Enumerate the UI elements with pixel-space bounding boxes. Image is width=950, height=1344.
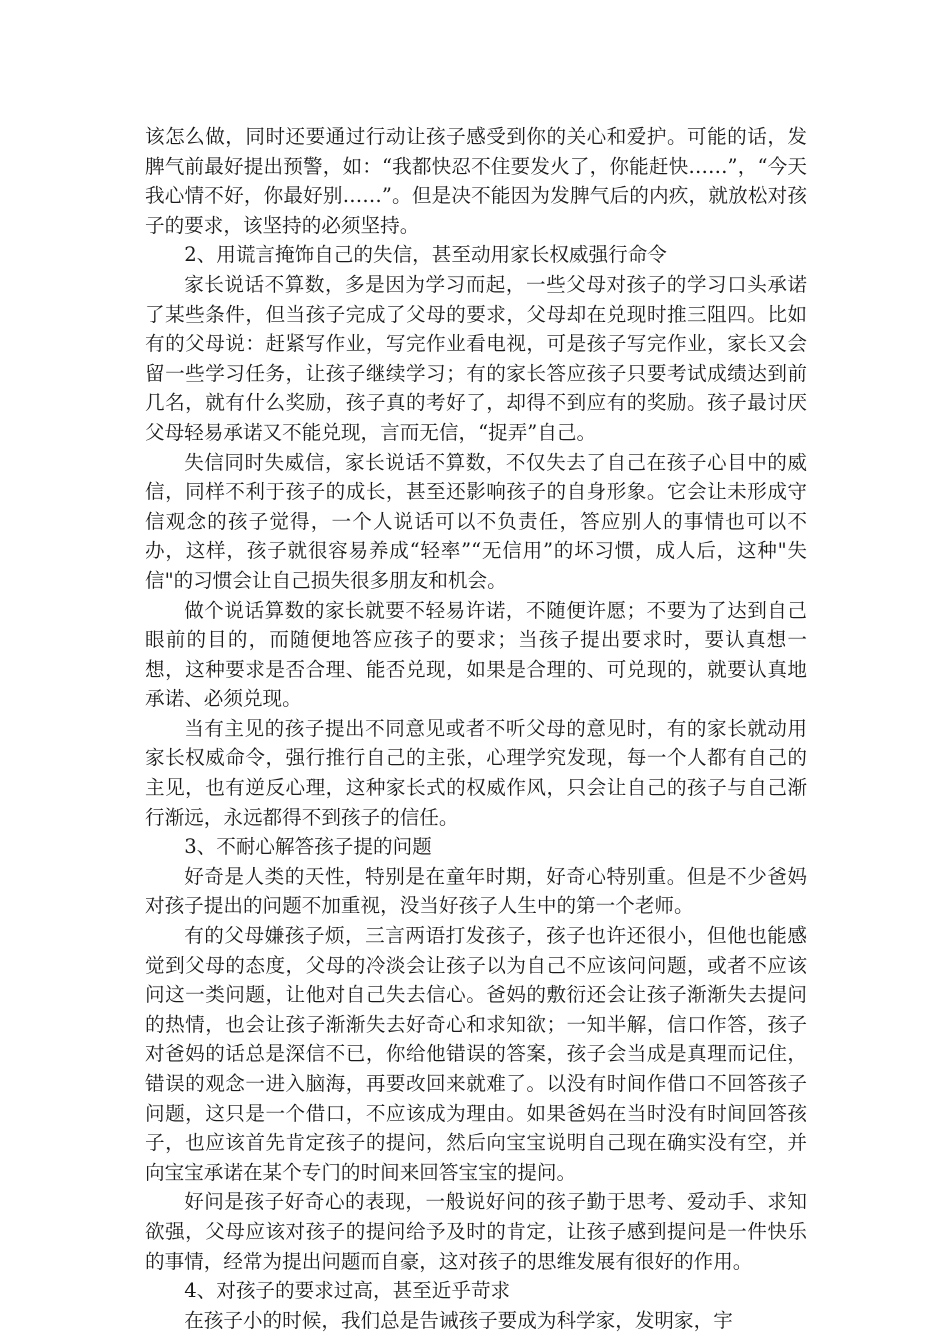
paragraph: 有的父母嫌孩子烦，三言两语打发孩子，孩子也许还很小，但他也能感觉到父母的态度，父母的冷淡会让孩子以为自己不应该问问题，或者不应该问这一类问题，让他对自己失去信心。爸妈的敷衍还会让孩子渐渐失去提问的热情，也会让孩子渐渐失去好奇心和求知欲；一知半解，信口作答，孩子对爸妈的话总是深信不已，你给他错误的答案，孩子会当成是真理而记住，错误的观念一进入脑海，再要改回来就难了。以没有时间作借口不回答孩子问题，这只是一个借口，不应该成为理由。如果爸妈在当时没有时间回答孩子，也应该首先肯定孩子的提问，然后向宝宝说明自己现在确实没有空，并向宝宝承诺在某个专门的时间来回答宝宝的提问。 [145, 924, 807, 1184]
paragraph: 在孩子小的时候，我们总是告诫孩子要成为科学家，发明家，宇 [184, 1308, 733, 1332]
section-heading-3: 3、不耐心解答孩子提的问题 [184, 835, 432, 859]
section-heading-2: 2、用谎言掩饰自己的失信，甚至动用家长权威强行命令 [184, 243, 667, 267]
paragraph-continuation: 该怎么做，同时还要通过行动让孩子感受到你的关心和爱护。可能的话，发脾气前最好提出预警，如：“我都快忍不住要发火了，你能赶快……”，“今天我心情不好，你最好别……”。但是决不能因为发脾气后的内疚，就放松对孩子的要求，该坚持的必须坚持。 [145, 125, 807, 237]
paragraph: 当有主见的孩子提出不同意见或者不听父母的意见时，有的家长就动用家长权威命令，强行推行自己的主张，心理学究发现，每一个人都有自己的主见，也有逆反心理，这种家长式的权威作风，只会让自己的孩子与自己渐行渐远，永远都得不到孩子的信任。 [145, 716, 807, 829]
paragraph: 失信同时失威信，家长说话不算数，不仅失去了自己在孩子心目中的威信，同样不利于孩子的成长，甚至还影响孩子的自身形象。它会让未形成守信观念的孩子觉得，一个人说话可以不负责任，答应别人的事情也可以不办，这样，孩子就很容易养成“轻率”“无信用”的坏习惯，成人后，这种"失信"的习惯会让自己损失很多朋友和机会。 [145, 450, 807, 592]
section-heading-4: 4、对孩子的要求过高，甚至近乎苛求 [184, 1279, 511, 1303]
paragraph: 好问是孩子好奇心的表现，一般说好问的孩子勤于思考、爱动手、求知欲强，父母应该对孩子的提问给予及时的肯定，让孩子感到提问是一件快乐的事情，经常为提出问题而自豪，这对孩子的思维发展有很好的作用。 [145, 1190, 807, 1273]
paragraph: 做个说话算数的家长就要不轻易许诺，不随便许愿；不要为了达到自己眼前的目的，而随便地答应孩子的要求；当孩子提出要求时，要认真想一想，这种要求是否合理、能否兑现，如果是合理的、可兑现的，就要认真地承诺、必须兑现。 [145, 598, 807, 711]
document-page [145, 122, 807, 1335]
paragraph: 好奇是人类的天性，特别是在童年时期，好奇心特别重。但是不少爸妈对孩子提出的问题不加重视，没当好孩子人生中的第一个老师。 [145, 864, 807, 918]
paragraph: 家长说话不算数，多是因为学习而起，一些父母对孩子的学习口头承诺了某些条件，但当孩子完成了父母的要求，父母却在兑现时推三阻四。比如有的父母说：赶紧写作业，写完作业看电视，可是孩子写完作业，家长又会留一些学习任务，让孩子继续学习；有的家长答应孩子只要考试成绩达到前几名，就有什么奖励，孩子真的考好了，却得不到应有的奖励。孩子最讨厌父母轻易承诺又不能兑现，言而无信，“捉弄”自己。 [145, 272, 807, 444]
